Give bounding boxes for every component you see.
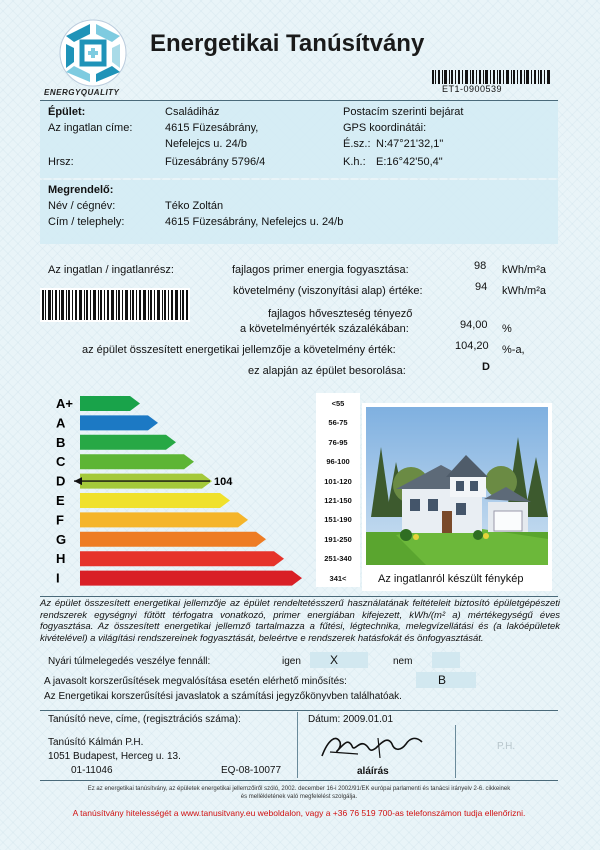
rating-range-label: 341< [329,573,347,583]
heatloss-label-2: a követelményérték százalékában: [240,323,409,335]
rating-arrow-g [80,532,266,547]
longitude-value: E:16°42'50,4" [376,156,443,168]
divider [40,596,558,597]
rating-letter: G [56,531,67,547]
class-label: ez alapján az épület besorolása: [248,365,406,377]
overheat-no-label: nem [393,656,413,667]
building-type: Családiház [165,106,220,118]
signature-icon [318,730,430,764]
rating-arrow-aplus [80,396,140,411]
rating-range-label: 121-150 [324,496,352,505]
legal-line-2: és mellékletének való megfelelést szolgálja. [240,794,358,800]
rating-range-box [316,393,360,587]
latitude-label: É.sz.: [343,138,371,150]
class-value: D [482,361,490,373]
rating-arrow-h [80,551,284,566]
divider-vertical [297,712,298,778]
rating-marker-value: 104 [214,476,233,489]
rating-letter: C [56,454,66,470]
house-photo [366,407,548,565]
document-barcode [40,288,190,322]
certifier-code-1: 01-11046 [71,765,113,776]
serial-barcode [432,70,550,84]
building-label: Épület: [48,106,86,118]
rating-range-label: 101-120 [324,476,352,486]
rating-range-label: 96-100 [326,457,350,467]
proposals-note: Az Energetikai korszerűsítési javaslatok a számítási jegyzőkönyvben találhatóak. [44,691,402,702]
serial-number: ET1-0900539 [442,84,503,94]
overheat-yes-box [310,652,368,668]
rating-arrow-a [80,415,158,430]
requirement-value: 94 [475,281,488,293]
energy-rating-scale [48,392,312,588]
divider [40,100,558,101]
improvement-label: A javasolt korszerűsítések megvalósítása esetén elérhető minősítés: [44,676,347,687]
rating-arrow-b [80,435,176,450]
client-name-label: Név / cégnév: [48,200,116,212]
rating-range-label: <55 [331,399,345,408]
rating-arrow-f [80,512,248,527]
heatloss-label-1: fajlagos hőveszteség tényező [268,308,413,320]
rating-range-label: 76-95 [328,437,348,447]
energy-quality-logo-icon [58,18,128,88]
rating-letter: E [56,493,65,508]
rating-arrow-c [80,454,194,469]
gps-label: GPS koordinátái: [343,122,427,134]
rating-letter: A+ [56,396,73,411]
address-line2: Nefelejcs u. 24/b [165,138,247,150]
improvement-value: B [438,673,447,687]
overall-unit: %-a, [502,344,525,356]
client-address: 4615 Füzesábrány, Nefelejcs u. 24/b [165,216,344,228]
rating-letter: F [56,512,64,528]
rating-letter: I [56,570,60,586]
overheat-label: Nyári túlmelegedés veszélye fennáll: [48,656,211,667]
divider [40,710,558,711]
rating-range-label: 56-75 [328,418,348,428]
heatloss-value: 94,00 [460,319,488,331]
rating-marker-arrow-icon [74,477,82,485]
photo-caption: Az ingatlanról készült fénykép [378,573,524,585]
page-title: Energetikai Tanúsítvány [150,30,425,57]
client-name: Téko Zoltán [165,200,224,212]
rating-letter: D [56,473,66,489]
rating-letter: B [56,434,66,450]
certifier-name: Tanúsító Kálmán P.H. [48,737,144,748]
overheat-yes-label: igen [282,656,301,667]
primary-energy-value: 98 [474,260,487,272]
certificate-date: Dátum: 2009.01.01 [308,714,394,725]
rating-range-label: 251-340 [324,554,352,564]
rating-range-label: 191-250 [324,534,352,544]
rating-letter: A [56,415,66,431]
rating-letter: H [56,551,66,567]
stamp-placeholder: P.H. [497,741,516,752]
address-label: Az ingatlan címe: [48,122,133,134]
divider-vertical [455,725,456,778]
divider [40,780,558,781]
latitude-value: N:47°21'32,1" [376,138,444,150]
certifier-address: 1051 Budapest, Herceg u. 13. [48,751,181,762]
entrance-note: Postacím szerinti bejárat [343,106,464,118]
certifier-code-2: EQ-08-10077 [221,765,282,776]
building-info-box [40,100,558,178]
requirement-label: követelmény (viszonyítási alap) értéke: [233,285,423,297]
primary-energy-label: fajlagos primer energia fogyasztása: [232,264,409,276]
signature-label: aláírás [357,766,389,777]
verification-note: A tanúsítvány hitelességét a www.tanusitvany.eu weboldalon, vagy a +36 76 519 700-as telefonszámon tudja ellenőrizni. [72,808,526,818]
rating-arrow-i [80,571,302,586]
address-line1: 4615 Füzesábrány, [165,122,259,134]
overall-value: 104,20 [455,340,489,352]
heatloss-unit: % [502,323,512,335]
overall-label: az épület összesített energetikai jellemzője a követelmény érték: [82,344,396,356]
rating-arrow-e [80,493,230,508]
longitude-label: K.h.: [343,156,366,168]
client-label: Megrendelő: [48,184,114,196]
property-label: Az ingatlan / ingatlanrész: [48,264,174,276]
hrsz-value: Füzesábrány 5796/4 [165,156,266,168]
overheat-no-box [432,652,460,668]
client-address-label: Cím / telephely: [48,216,125,228]
energy-explanation: Az épület összesített energetikai jellemzője az épület rendeltetésszerű használatának feltételeit biztosító épületgépészeti rendszerek egységnyi fűtött térfogatra vonatkozó, primer energiában kifejezett, kWh/(m² a) mértékegységű éves fogyasztása. Az összesített energetikai jellemző tartalmazza a fűtési, légtechnika, melegvízellátási és (a lakóépületek kivételével) a világítási rendszereinek fogyasztását, beleértve e rendszerek hatásfokát és önfogyasztását. [40,598,560,644]
rating-range-label: 151-190 [324,515,352,525]
legal-line-1: Ez az energetikai tanúsítvány, az épületek energetikai jellemzőiről szóló, 2002. december 16-i 2002/91/EK európai parlamenti és tanácsi irányelv 2-6. cikkeinek [87,786,511,792]
requirement-unit: kWh/m²a [502,285,546,297]
hrsz-label: Hrsz: [48,156,74,168]
primary-energy-unit: kWh/m²a [502,264,546,276]
overheat-yes-mark: X [330,653,339,667]
certifier-header: Tanúsító neve, címe, (regisztrációs száma): [48,714,241,725]
logo-text: ENERGYQUALITY [44,88,120,97]
client-info-box [40,180,558,244]
